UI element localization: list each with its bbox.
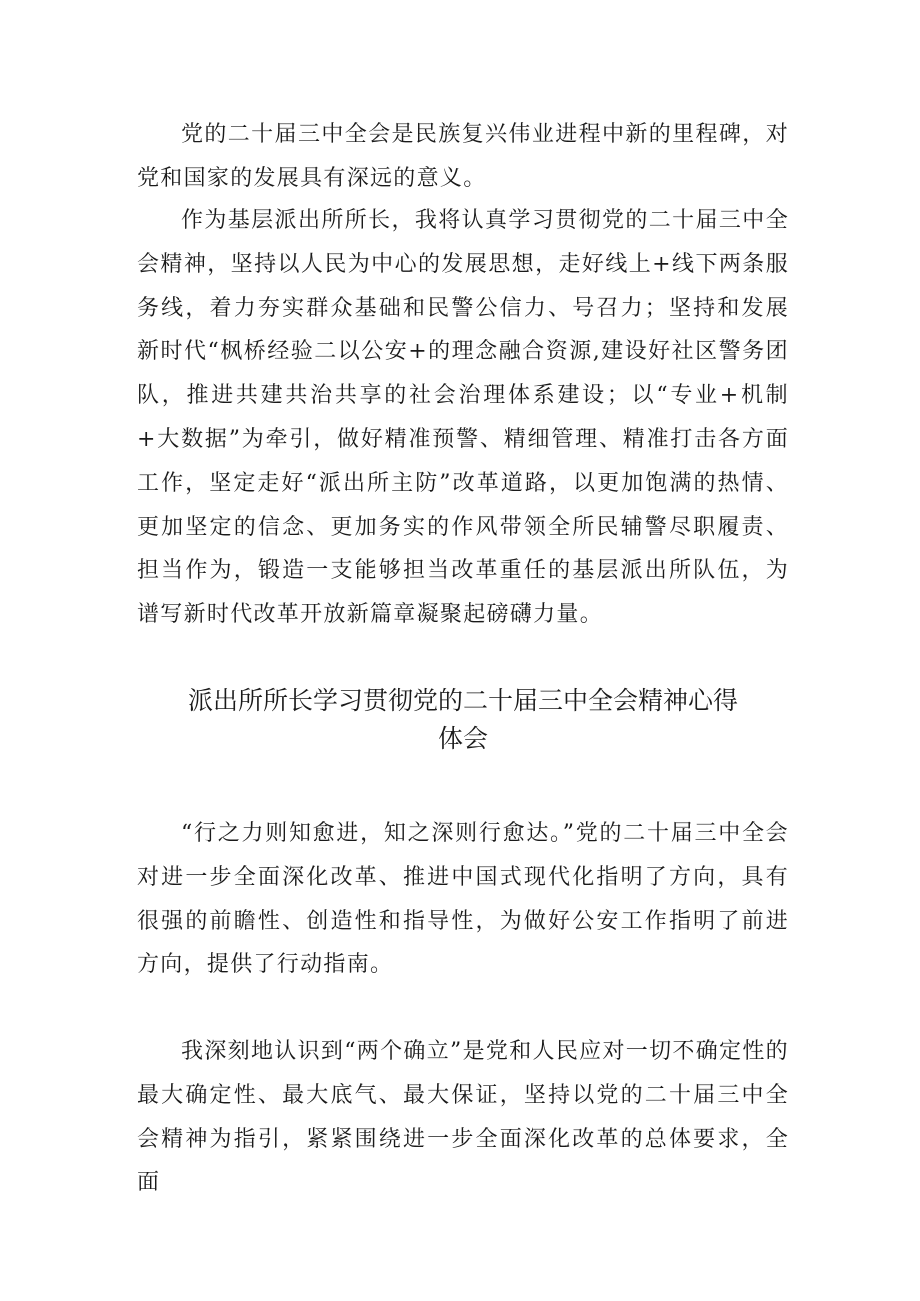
article-heading: 派出所所长学习贯彻党的二十届三中全会精神心得体会 <box>187 686 738 753</box>
paragraph-intro: 党的二十届三中全会是民族复兴伟业进程中新的里程碑，对党和国家的发展具有深远的意义。 <box>137 122 789 191</box>
paragraph-commitment: 作为基层派出所所长，我将认真学习贯彻党的二十届三中全会精神，坚持以人民为中心的发展思想，走好线上+线下两条服务线，着力夯实群众基础和民警公信力、号召力；坚持和发展新时代“枫桥经验二以公安+的理念融合资源,建设好社区警务团队，推进共建共治共享的社会治理体系建设；以“专业+机制+大数据”为牵引，做好精准预警、精细管理、精准打击各方面工作，坚定走好“派出所主防”改革道路，以更加饱满的热情、更加坚定的信念、更加务实的作风带领全所民辅警尽职履责、担当作为，锻造一支能够担当改革重任的基层派出所队伍，为谱写新时代改革开放新篇章凝聚起磅礴力量。 <box>137 208 789 628</box>
paragraph-understanding: 我深刻地认识到“两个确立”是党和人民应对一切不确定性的最大确定性、最大底气、最大保证，坚持以党的二十届三中全会精神为指引，紧紧围绕进一步全面深化改革的总体要求，全面 <box>137 1039 789 1196</box>
paragraph-quote: “行之力则知愈进，知之深则行愈达。”党的二十届三中全会对进一步全面深化改革、推进中国式现代化指明了方向，具有很强的前瞻性、创造性和指导性，为做好公安工作指明了前进方向，提供了行动指南。 <box>137 821 789 978</box>
